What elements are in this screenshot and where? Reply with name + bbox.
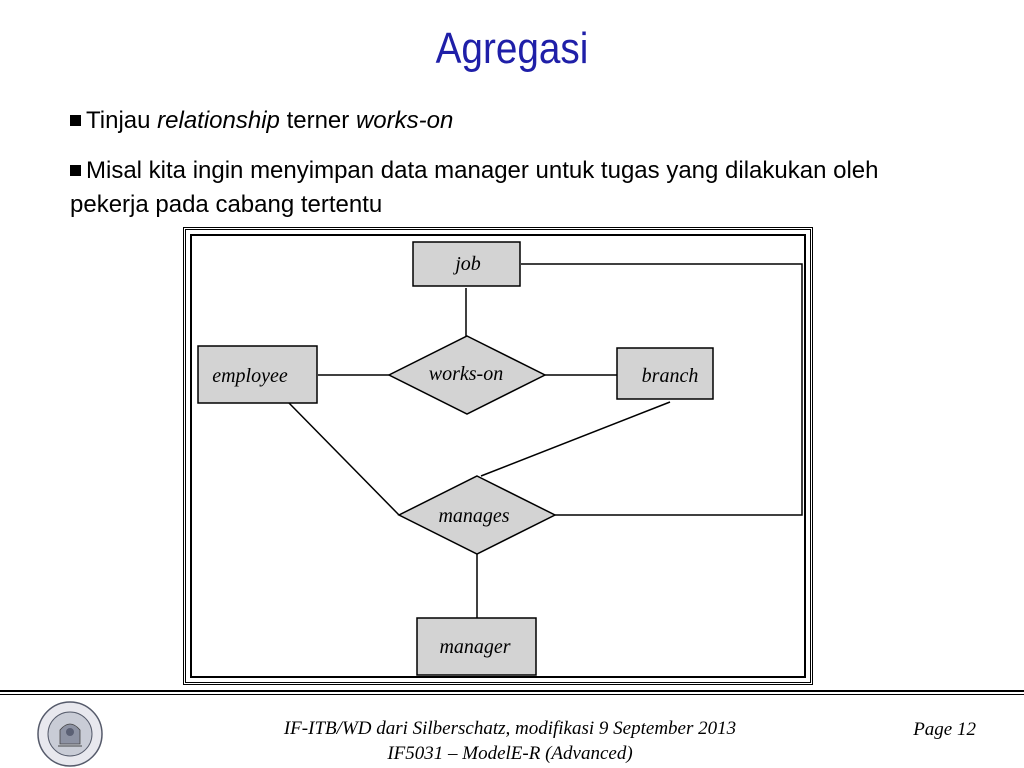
footer-divider-thin <box>0 694 1024 695</box>
entity-job <box>413 242 520 286</box>
entity-employee <box>198 346 317 403</box>
entity-branch-label: branch <box>641 365 699 387</box>
bullet-1-emphasis-2: works-on <box>355 107 454 134</box>
er-connectors <box>288 264 802 618</box>
relationship-manages <box>399 476 555 554</box>
footer-line-1: IF-ITB/WD dari Silberschatz, modifikasi 9 September 2013 <box>283 718 737 739</box>
square-bullet-icon <box>70 115 81 126</box>
line-branch-manages <box>481 402 670 476</box>
bullet-1-emphasis-1: relationship <box>157 107 280 134</box>
bullet-2 <box>70 154 930 222</box>
entity-job-label: job <box>455 253 481 275</box>
relationship-works-on-label: works-on <box>428 363 504 385</box>
entity-manager-label: manager <box>439 636 511 658</box>
bullet-1 <box>70 104 453 138</box>
footer-divider-thick <box>0 690 1024 692</box>
er-diagram <box>186 230 810 682</box>
bullet-1-text-2: terner <box>279 107 356 134</box>
bullet-1-text-1: Tinjau <box>86 107 158 134</box>
entity-manager <box>417 618 536 675</box>
footer-line-2: IF5031 – ModelE-R (Advanced) <box>387 743 633 764</box>
slide-title: Agregasi <box>435 24 589 73</box>
relationship-works-on <box>389 336 545 414</box>
footer-credit <box>180 716 840 766</box>
er-diagram-frame <box>183 227 813 685</box>
itb-logo-icon <box>30 700 110 768</box>
entity-employee-label: employee <box>212 365 288 387</box>
square-bullet-icon <box>70 165 81 176</box>
relationship-manages-label: manages <box>438 505 510 527</box>
line-employee-manages <box>288 402 399 515</box>
bullet-2-text: Misal kita ingin menyimpan data manager untuk tugas yang dilakukan oleh pekerja pada cabang tertentu <box>70 157 879 218</box>
entity-branch <box>617 348 713 399</box>
page-number: Page 12 <box>913 719 976 740</box>
